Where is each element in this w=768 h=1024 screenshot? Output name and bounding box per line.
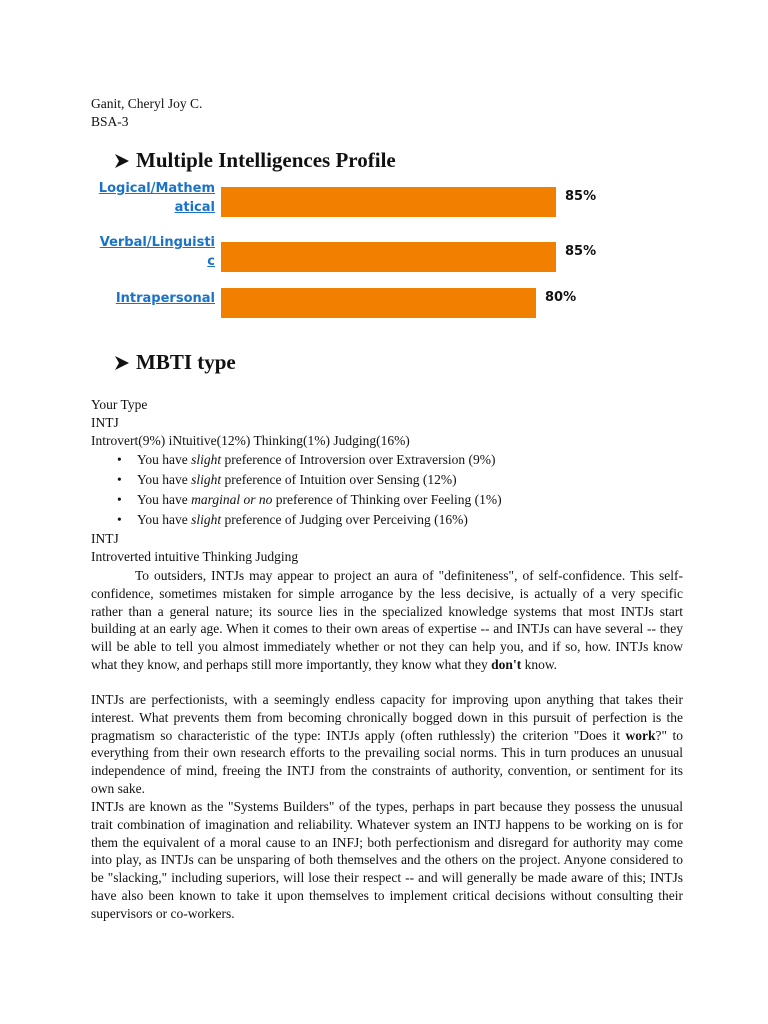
paragraph-definiteness: To outsiders, INTJs may appear to project an aura of "definiteness", of self-confidence. This self-confidence, sometimes mistaken for simple arrogance by the less decisive, is actually of a very specific rather than a general nature; its source lies in the specialized knowledge systems that most INTJs start building at an early age. When it comes to their own areas of expertise -- and INTJs can have several -- they will be able to tell you almost immediately whether or not they can help you, and if so, how. INTJs know what they know, and perhaps still more importantly, they know what they don't know. — [91, 568, 683, 672]
bullet-icon: • — [117, 472, 122, 487]
bar-category-label-line: c — [207, 254, 215, 269]
mi-heading-text: Multiple Intelligences Profile — [136, 148, 396, 172]
paragraph-systems-builders: INTJs are known as the "Systems Builders" of the types, perhaps in part because they possess the unusual trait combination of imagination and reliability. Whatever system an INTJ happens to be working on is for them the equivalent of a moral cause to an INFJ; both perfectionism and disregard for authority may come into play, as INTJs can be unsparing of both themselves and the others on the project. Anyone considered to be "slacking," including superiors, will lose their respect -- and will generally be made aware of this; INTJs have also been known to take it upon themselves to implement critical decisions without consulting their supervisors or co-workers. — [91, 799, 683, 921]
bullet-icon: • — [117, 512, 122, 527]
mbti-heading — [112, 350, 236, 375]
arrow-bullet-icon — [112, 151, 132, 171]
bar-value-label: 85% — [565, 244, 597, 259]
preference-bullet: • You have slight preference of Introversion over Extraversion (9%) — [117, 452, 496, 467]
bullet-icon: • — [117, 492, 122, 507]
mi-heading — [112, 148, 396, 173]
your-type-label: Your Type — [91, 397, 148, 412]
type-code-repeat: INTJ — [91, 531, 119, 546]
bar-mark — [221, 242, 556, 272]
type-full-name: Introverted intuitive Thinking Judging — [91, 549, 299, 564]
preference-scores: Introvert(9%) iNtuitive(12%) Thinking(1%) Judging(16%) — [91, 433, 410, 448]
paragraph-perfectionists: INTJs are perfectionists, with a seemingly endless capacity for improving upon anything that takes their interest. What prevents them from becoming chronically bogged down in this pursuit of perfection is the pragmatism so characteristic of the type: INTJs apply (often ruthlessly) the criterion "Does it work?" to everything from their own research efforts to the prevailing social norms. This in turn produces an unusual independence of mind, freeing the INTJ from the constraints of authority, convention, or sentiment for its own sake. — [91, 692, 683, 796]
preference-bullet: • You have slight preference of Judging over Perceiving (16%) — [117, 512, 468, 527]
bar-value-label: 85% — [565, 189, 597, 204]
bar-category-label[interactable] — [80, 289, 215, 308]
author-name: Ganit, Cheryl Joy C. — [91, 96, 203, 111]
bar-value-label: 80% — [545, 290, 577, 305]
bar-category-label-line: Logical/Mathem — [98, 181, 215, 196]
mbti-heading-text: MBTI type — [136, 350, 236, 374]
bar-category-label-line: Intrapersonal — [115, 291, 215, 306]
course-label: BSA-3 — [91, 114, 129, 129]
preference-bullet: • You have slight preference of Intuition over Sensing (12%) — [117, 472, 457, 487]
bar-mark — [221, 288, 536, 318]
bar-mark — [221, 187, 556, 217]
bullet-icon: • — [117, 452, 122, 467]
preference-bullet: • You have marginal or no preference of Thinking over Feeling (1%) — [117, 492, 502, 507]
bar-category-label[interactable] — [80, 179, 215, 217]
bar-category-label-line: Verbal/Linguisti — [99, 235, 215, 250]
bar-category-label[interactable] — [80, 233, 215, 271]
bar-category-label-line: atical — [174, 200, 215, 215]
arrow-bullet-icon — [112, 353, 132, 373]
type-code: INTJ — [91, 415, 119, 430]
